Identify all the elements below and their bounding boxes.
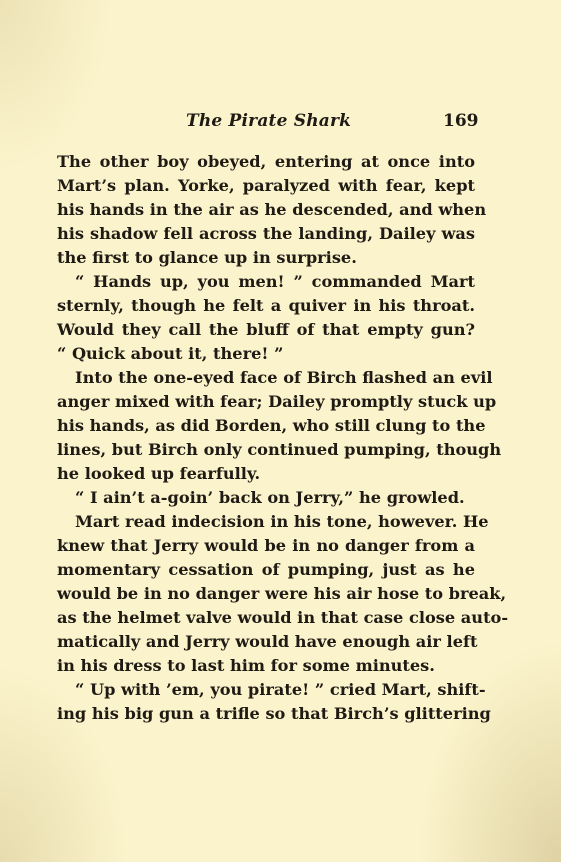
text-line: as the helmet valve would in that case close auto- (57, 608, 509, 627)
text-line: sternly, though he felt a quiver in his throat. (57, 296, 475, 315)
text-line: anger mixed with fear; Dailey promptly stuck up (57, 392, 497, 411)
text-line: lines, but Birch only continued pumping, though (57, 440, 502, 459)
text-line: ing his big gun a trifle so that Birch’s glittering (57, 704, 491, 723)
text-line: the first to glance up in surprise. (57, 248, 357, 267)
text-line: “ Hands up, you men! ” commanded Mart (75, 272, 475, 291)
text-line: knew that Jerry would be in no danger from a (57, 536, 475, 555)
text-line: in his dress to last him for some minutes. (57, 656, 435, 675)
text-line: would be in no danger were his air hose to break, (57, 584, 507, 603)
text-line: Mart’s plan. Yorke, paralyzed with fear, kept (57, 176, 475, 195)
text-line: Into the one-eyed face of Birch flashed an evil (75, 368, 493, 387)
text-line: “ Up with ’em, you pirate! ” cried Mart, shift- (75, 680, 486, 699)
text-line: his hands in the air as he descended, and when (57, 200, 487, 219)
text-line: his shadow fell across the landing, Dailey was (57, 224, 475, 243)
text-line: Would they call the bluff of that empty gun? (57, 320, 475, 339)
body-text (57, 150, 509, 726)
text-line: “ Quick about it, there! ” (57, 344, 284, 363)
page-number: 169 (443, 111, 479, 131)
text-line: Mart read indecision in his tone, however. He (75, 512, 489, 531)
text-line: matically and Jerry would have enough air left (57, 632, 478, 651)
text-line: “ I ain’t a-goin’ back on Jerry,” he growled. (75, 488, 465, 507)
text-line: he looked up fearfully. (57, 464, 261, 483)
text-line: The other boy obeyed, entering at once into (57, 152, 475, 171)
text-line: momentary cessation of pumping, just as he (57, 560, 475, 579)
running-title: The Pirate Shark (186, 111, 352, 131)
text-line: his hands, as did Borden, who still clung to the (57, 416, 486, 435)
